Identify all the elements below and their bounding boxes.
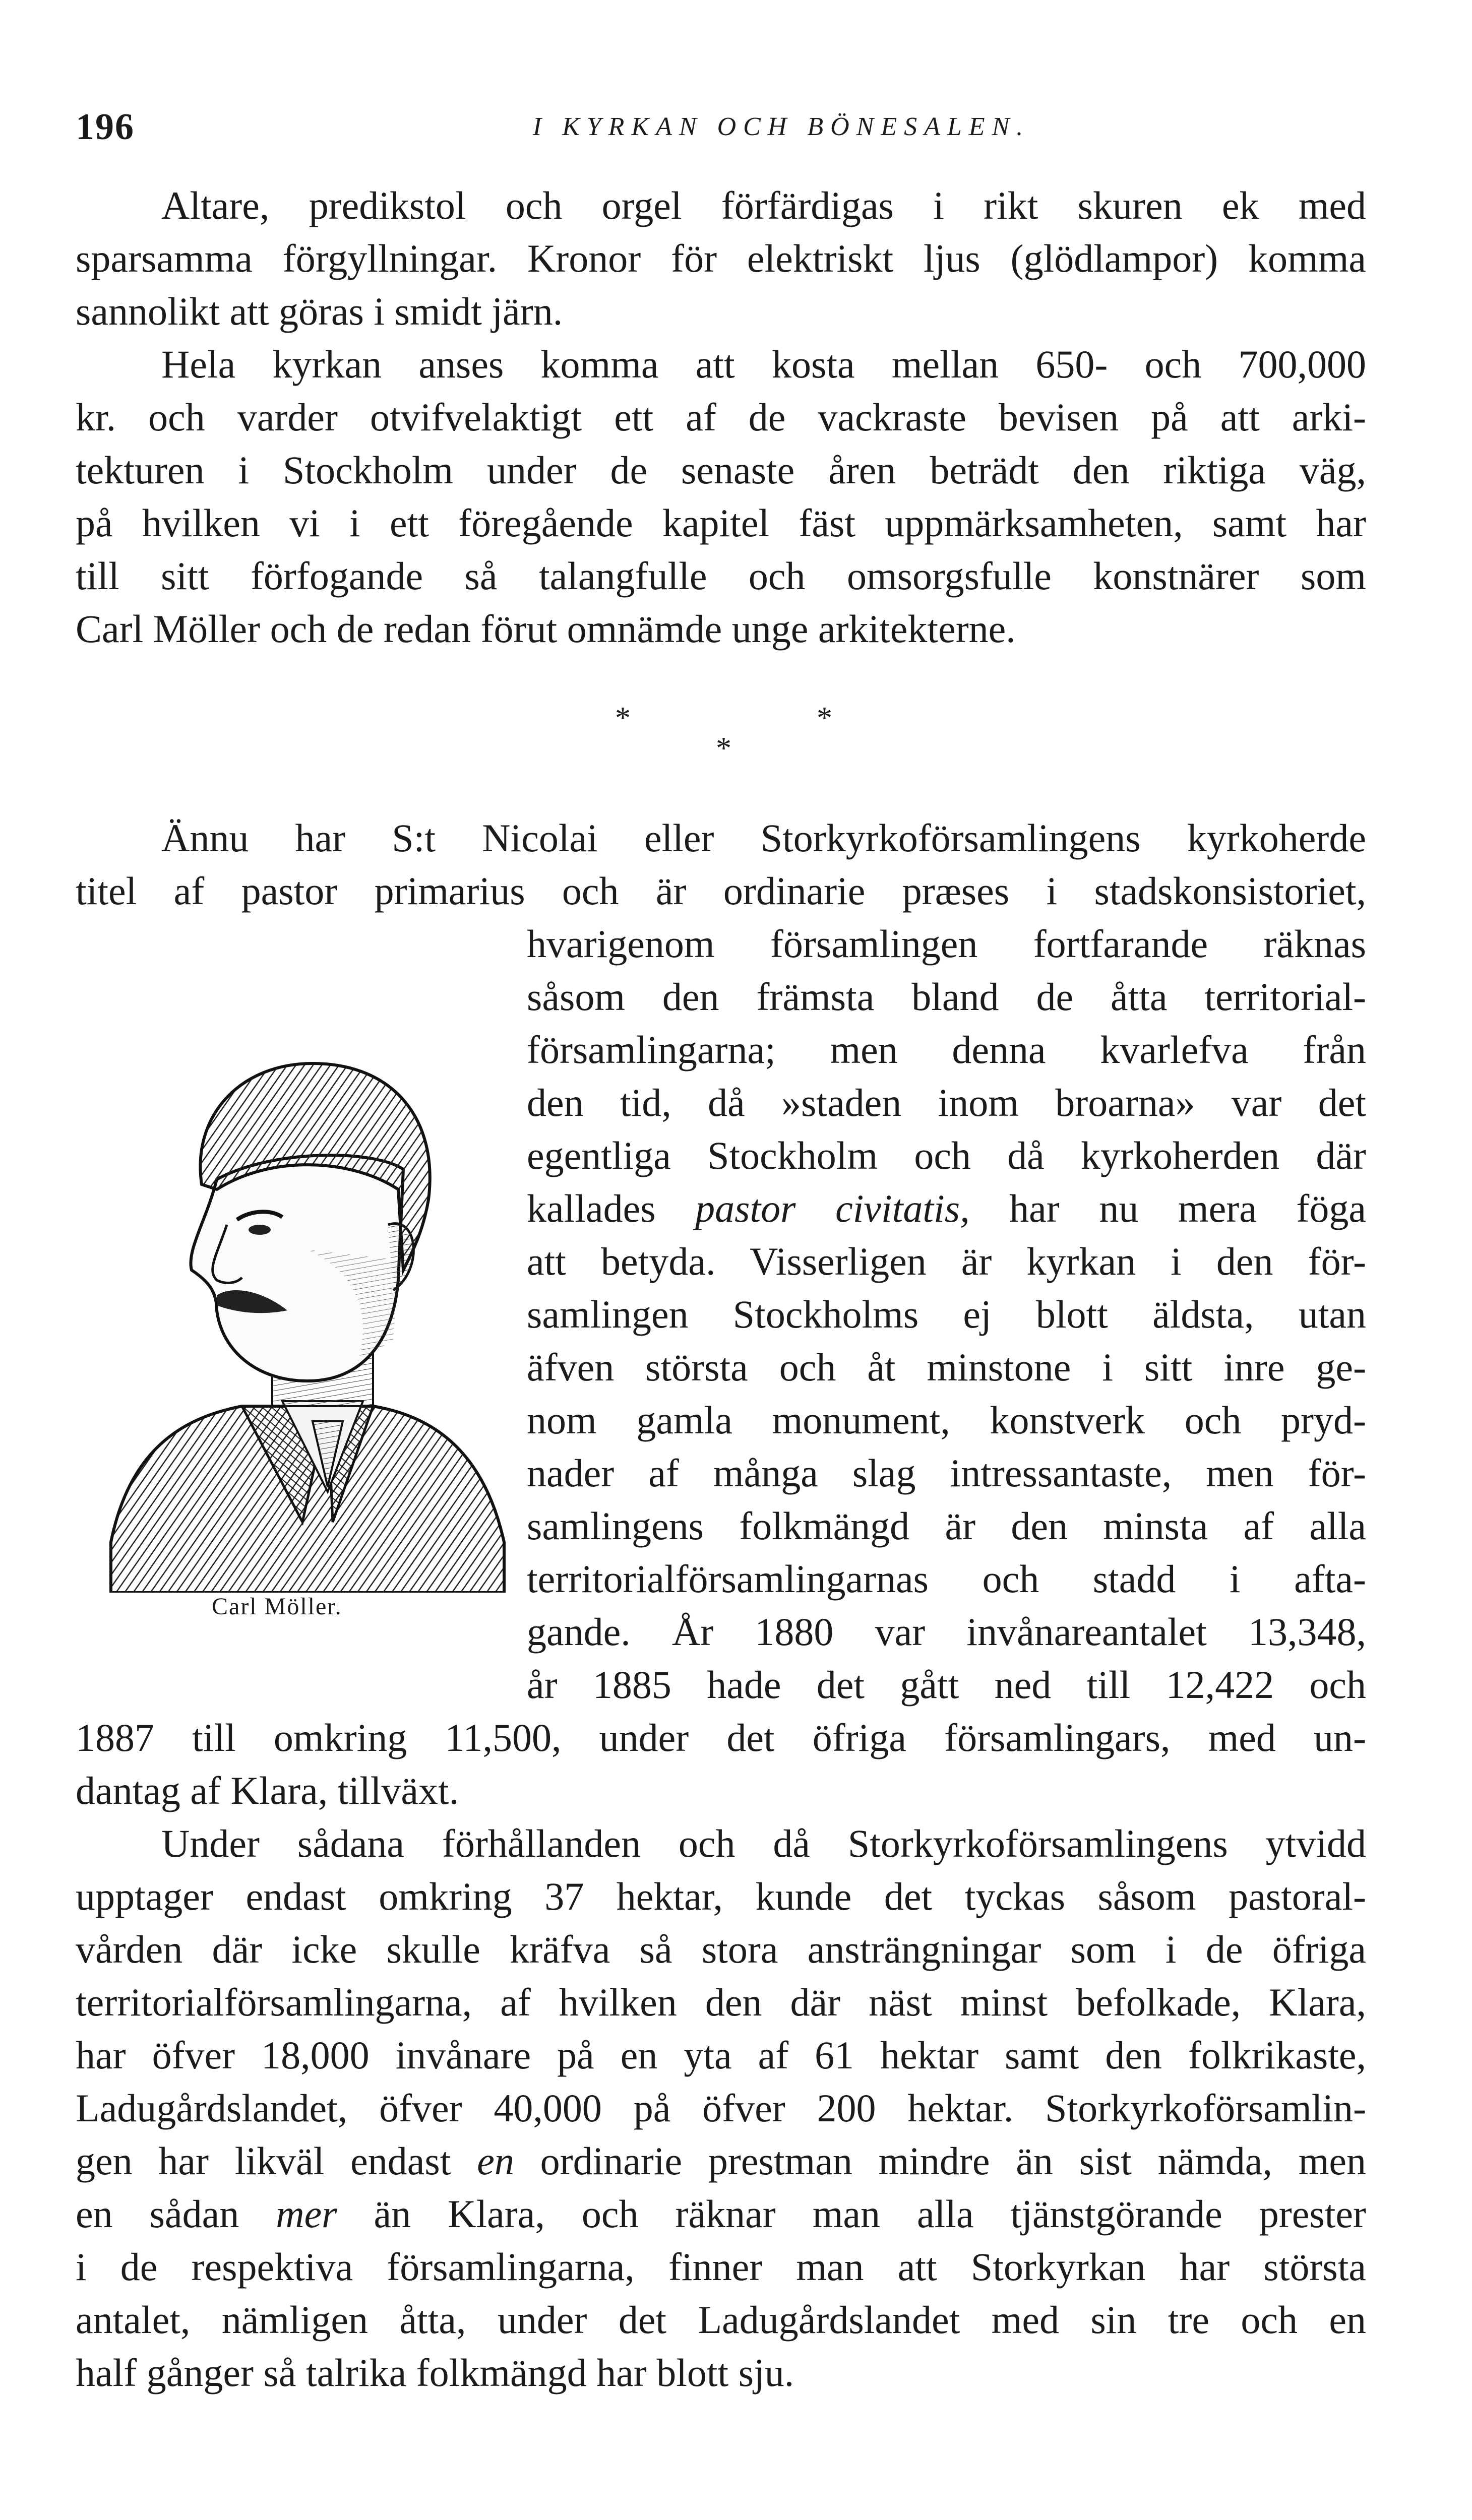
running-head: I KYRKAN OCH BÖNESALEN.: [532, 112, 1030, 141]
paragraph-2: [76, 338, 1366, 655]
text-line: församlingarna; men denna kvarlefva från: [527, 1028, 1366, 1072]
text-segment: en sådan: [76, 2192, 276, 2236]
text-line: territorialförsamlingarna, af hvilken den där näst minst befolkade, Klara,: [76, 1980, 1366, 2024]
text-line: i de respektiva församlingarna, finner man att Storkyrkan har största: [76, 2245, 1366, 2289]
text-line: gande. År 1880 var invånareantalet 13,348,: [527, 1610, 1366, 1654]
page-header: [76, 106, 1386, 161]
separator-asterisk: *: [615, 701, 631, 735]
text-segment: ordinarie prestman mindre än sist nämda, men: [514, 2139, 1366, 2183]
text-line: hvarigenom församlingen fortfarande räknas: [527, 922, 1366, 966]
text-line: egentliga Stockholm och då kyrkoherden där: [527, 1133, 1366, 1177]
text-line: upptager endast omkring 37 hektar, kunde det tyckas såsom pastoral-: [76, 1874, 1366, 1918]
text-line: titel af pastor primarius och är ordinarie præses i stadskonsistoriet,: [76, 869, 1366, 913]
text-line: att betyda. Visserligen är kyrkan i den för-: [527, 1239, 1366, 1283]
section-separator: [615, 701, 897, 781]
text-line: Carl Möller och de redan förut omnämde unge arkitekterne.: [76, 607, 1016, 651]
text-line: antalet, nämligen åtta, under det Ladugårdslandet med sin tre och en: [76, 2298, 1366, 2342]
text-line: kr. och varder otvifvelaktigt ett af de vackraste bevisen på att arki-: [76, 395, 1366, 439]
paragraph-4: [76, 1817, 1366, 2399]
text-line: på hvilken vi i ett föregående kapitel fäst uppmärksamheten, samt har: [76, 501, 1366, 545]
text-segment: gen har likväl endast: [76, 2139, 477, 2183]
text-segment: än Klara, och räknar man alla tjänstgörande prester: [337, 2192, 1367, 2236]
text-segment: har nu mera föga: [969, 1186, 1366, 1230]
italic-word: en: [477, 2139, 514, 2183]
text-line: [76, 2187, 1366, 2240]
paragraph-3-closing: [76, 1711, 1366, 1817]
text-line: Under sådana förhållanden och då Storkyrkoförsamlingens ytvidd: [161, 1821, 1366, 1865]
text-line: Altare, predikstol och orgel förfärdigas i rikt skuren ek med: [161, 183, 1366, 227]
text-line: samlingens folkmängd är den minsta af alla: [527, 1504, 1366, 1548]
italic-phrase: pastor civitatis,: [695, 1186, 970, 1230]
text-line: [527, 1182, 1366, 1235]
text-line: Ladugårdslandet, öfver 40,000 på öfver 200 hektar. Storkyrkoförsamlin-: [76, 2086, 1366, 2130]
paragraph-1: [76, 179, 1366, 338]
text-line: 1887 till omkring 11,500, under det öfriga församlingars, med un-: [76, 1716, 1366, 1759]
text-line: år 1885 hade det gått ned till 12,422 och: [527, 1663, 1366, 1707]
paragraph-3-wrapped: [527, 917, 1366, 1711]
text-line: samlingen Stockholms ej blott äldsta, utan: [527, 1292, 1366, 1336]
page-number: 196: [76, 106, 135, 148]
text-line: såsom den främsta bland de åtta territorial-: [527, 975, 1366, 1019]
paragraph-3-opening: [76, 811, 1366, 917]
text-line: till sitt förfogande så talangfulle och omsorgsfulle konstnärer som: [76, 554, 1366, 598]
text-line: har öfver 18,000 invånare på en yta af 61 hektar samt den folkrikaste,: [76, 2033, 1366, 2077]
text-line: sparsamma förgyllningar. Kronor för elektriskt ljus (glödlampor) komma: [76, 236, 1366, 280]
text-line: territorialförsamlingarnas och stadd i afta-: [527, 1557, 1366, 1601]
portrait-engraving: [91, 988, 514, 1593]
portrait-illustration: [91, 988, 514, 1593]
text-line: sannolikt att göras i smidt järn.: [76, 289, 563, 333]
text-line: nader af många slag intressantaste, men för-: [527, 1451, 1366, 1495]
text-line: äfven största och åt minstone i sitt inre ge-: [527, 1345, 1366, 1389]
text-line: dantag af Klara, tillväxt.: [76, 1769, 459, 1812]
text-line: Ännu har S:t Nicolai eller Storkyrkoförsamlingens kyrkoherde: [161, 816, 1366, 860]
text-line: half gånger så talrika folkmängd har blott sju.: [76, 2351, 794, 2395]
text-line: den tid, då »staden inom broarna» var det: [527, 1081, 1366, 1124]
text-line: Hela kyrkan anses komma att kosta mellan 650- och 700,000: [161, 342, 1366, 386]
text-line: nom gamla monument, konstverk och pryd-: [527, 1398, 1366, 1442]
text-line: [76, 2134, 1366, 2187]
separator-asterisk: *: [716, 731, 731, 766]
text-line: tekturen i Stockholm under de senaste åren beträdt den riktiga väg,: [76, 448, 1366, 492]
text-line: vården där icke skulle kräfva så stora ansträngningar som i de öfriga: [76, 1927, 1366, 1971]
portrait-caption: Carl Möller.: [212, 1593, 342, 1620]
separator-asterisk: *: [817, 701, 832, 735]
text-segment: kallades: [527, 1186, 696, 1230]
italic-word: mer: [276, 2192, 337, 2236]
